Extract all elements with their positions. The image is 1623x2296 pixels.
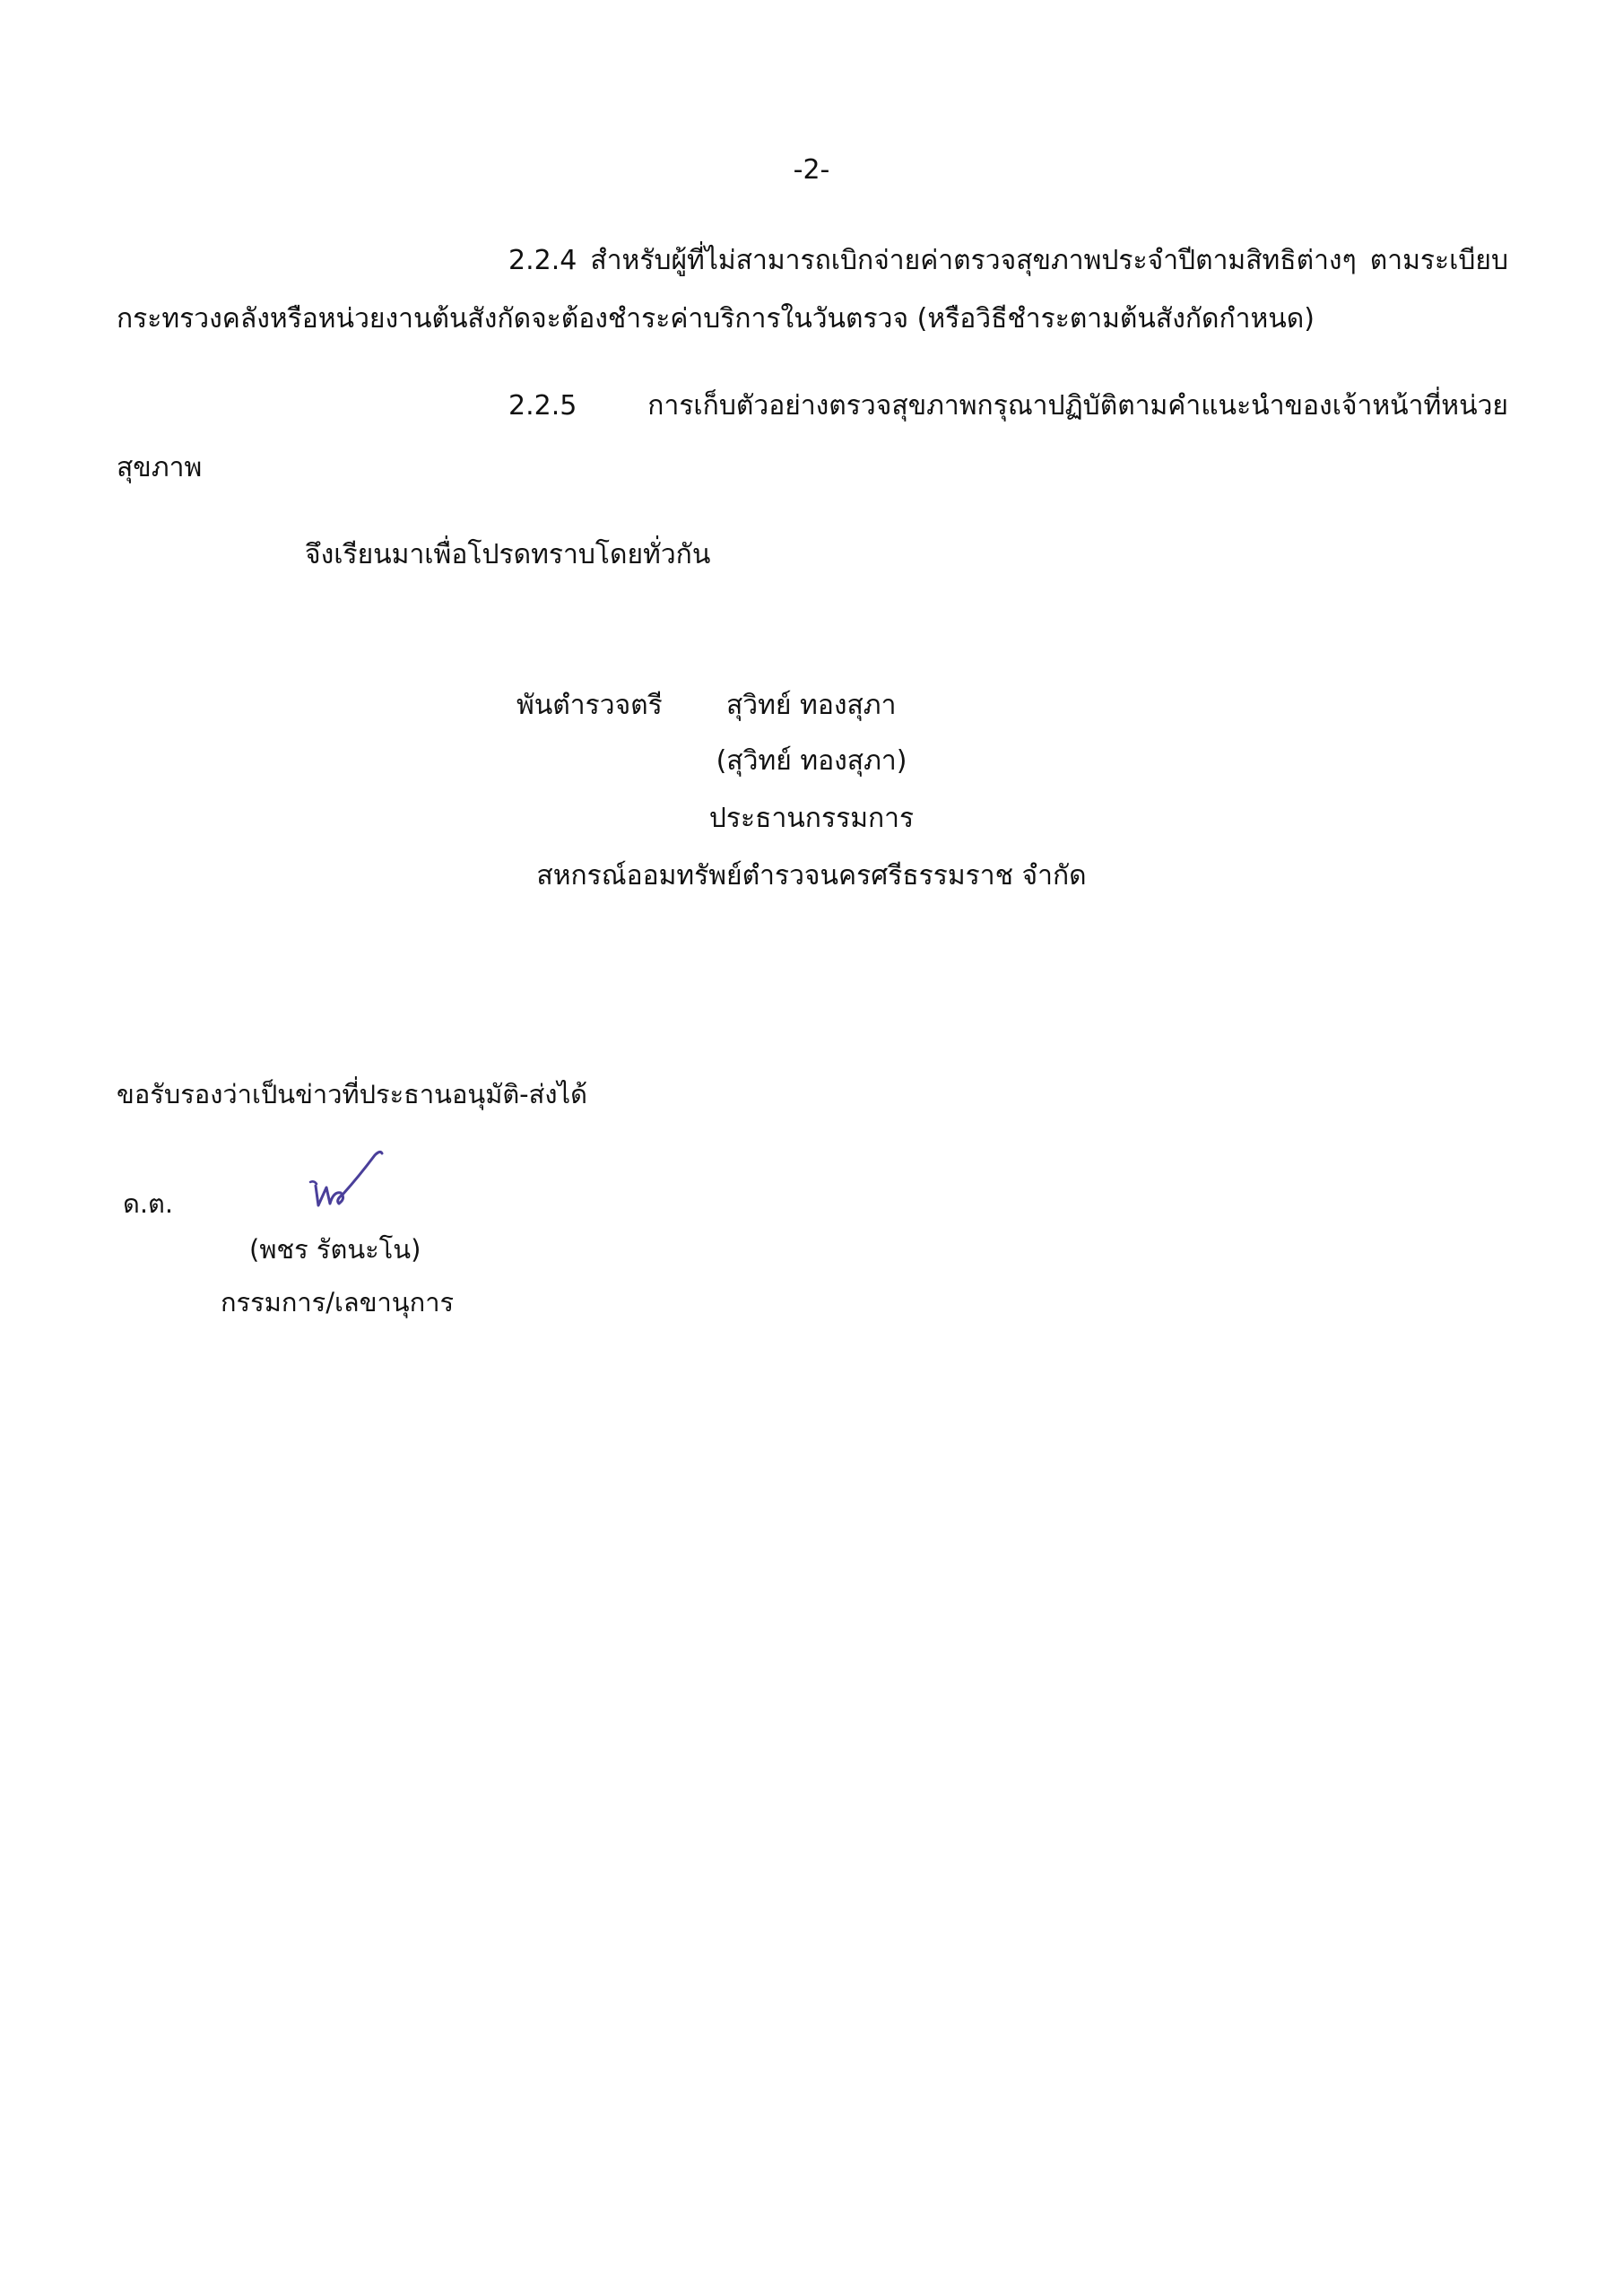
handwritten-signature-icon [303,1146,393,1218]
certifier-name-parenthesized: (พชร รัตนะโน) [249,1234,421,1265]
paragraph-line: สุขภาพ [117,452,203,483]
paragraph-line: กระทรวงคลังหรือหน่วยงานต้นสังกัดจะต้องชำระค่าบริการในวันตรวจ (หรือวิธีชำระตามต้นสังกัดกำหนด) [117,303,1315,335]
certifier-position: กรรมการ/เลขานุการ [221,1287,455,1318]
certifier-rank: ด.ต. [123,1188,174,1219]
signatory-organization: สหกรณ์ออมทรัพย์ตำรวจนครศรีธรรมราช จำกัด [536,860,1087,891]
certification-statement: ขอรับรองว่าเป็นข่าวที่ประธานอนุมัติ-ส่งได้ [117,1079,587,1109]
closing-text: จึงเรียนมาเพื่อโปรดทราบโดยทั่วกัน [305,539,711,570]
signatory-position: ประธานกรรมการ [708,803,915,834]
paragraph-line: 2.2.5 การเก็บตัวอย่างตรวจสุขภาพกรุณาปฏิบัติตามคำแนะนำของเจ้าหน้าที่หน่วย [508,390,1508,422]
signatory-name-parenthesized: (สุวิทย์ ทองสุภา) [716,745,907,777]
signatory-name: สุวิทย์ ทองสุภา [726,690,897,721]
paragraph-line: 2.2.4 สำหรับผู้ที่ไม่สามารถเบิกจ่ายค่าตรวจสุขภาพประจำปีตามสิทธิต่างๆ ตามระเบียบ [508,245,1508,276]
page-number: -2- [793,154,830,186]
signatory-rank: พันตำรวจตรี [516,690,663,721]
